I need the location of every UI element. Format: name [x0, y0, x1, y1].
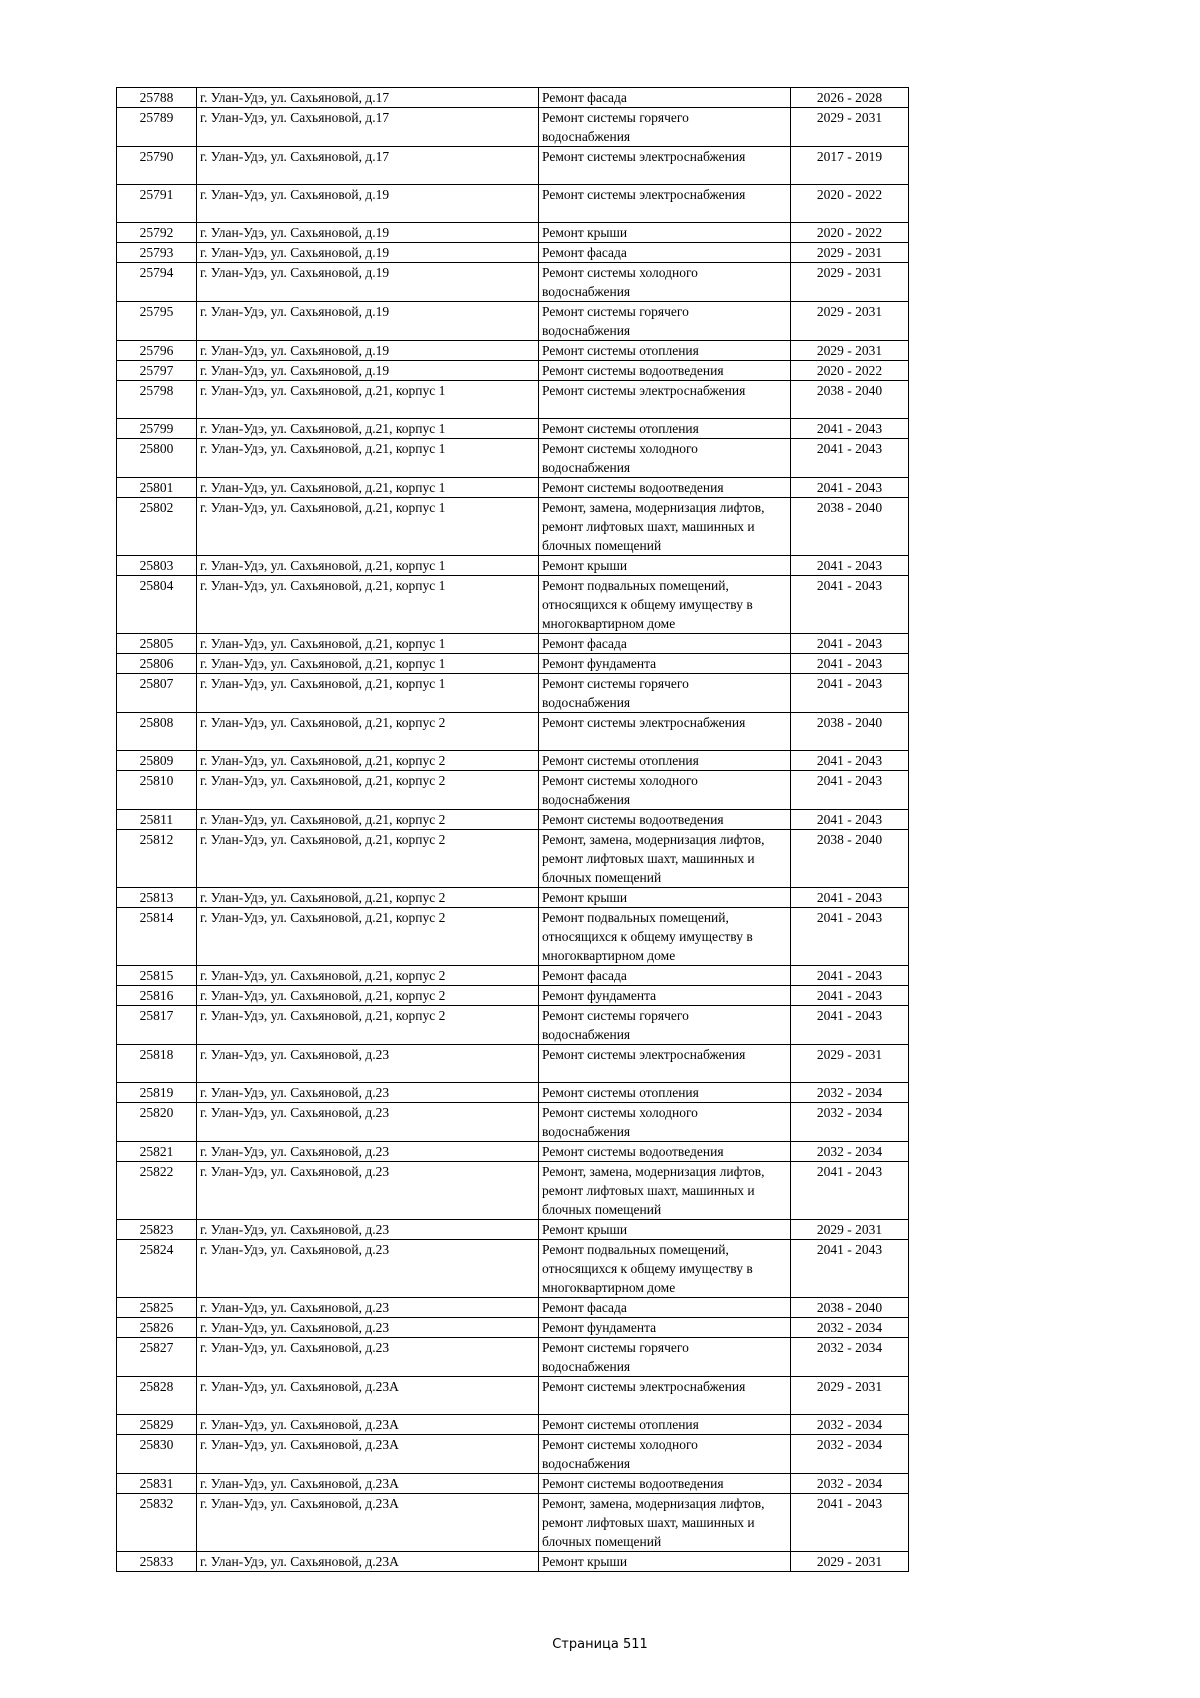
work-type-cell: Ремонт крыши	[539, 556, 791, 576]
work-type-cell: Ремонт крыши	[539, 1552, 791, 1572]
address-cell: г. Улан-Удэ, ул. Сахьяновой, д.21, корпус 1	[197, 556, 539, 576]
row-number-cell: 25823	[117, 1220, 197, 1240]
row-number-cell: 25829	[117, 1415, 197, 1435]
work-type-cell: Ремонт системы водоотведения	[539, 1474, 791, 1494]
table-row	[117, 1142, 909, 1162]
row-number-cell: 25810	[117, 771, 197, 810]
period-cell: 2032 - 2034	[791, 1083, 909, 1103]
work-type-cell: Ремонт фасада	[539, 966, 791, 986]
row-number-cell: 25802	[117, 498, 197, 556]
address-cell: г. Улан-Удэ, ул. Сахьяновой, д.23	[197, 1103, 539, 1142]
address-cell: г. Улан-Удэ, ул. Сахьяновой, д.21, корпус 2	[197, 888, 539, 908]
work-type-cell: Ремонт системы горячего водоснабжения	[539, 108, 791, 147]
period-cell: 2029 - 2031	[791, 1552, 909, 1572]
address-cell: г. Улан-Удэ, ул. Сахьяновой, д.21, корпус 1	[197, 419, 539, 439]
address-cell: г. Улан-Удэ, ул. Сахьяновой, д.21, корпус 1	[197, 381, 539, 419]
work-type-cell: Ремонт системы водоотведения	[539, 810, 791, 830]
work-type-cell: Ремонт фундамента	[539, 654, 791, 674]
row-number-cell: 25825	[117, 1298, 197, 1318]
period-cell: 2041 - 2043	[791, 1006, 909, 1045]
row-number-cell: 25812	[117, 830, 197, 888]
table-row	[117, 634, 909, 654]
work-type-cell: Ремонт системы электроснабжения	[539, 147, 791, 185]
table-row	[117, 654, 909, 674]
row-number-cell: 25791	[117, 185, 197, 223]
address-cell: г. Улан-Удэ, ул. Сахьяновой, д.23	[197, 1298, 539, 1318]
period-cell: 2038 - 2040	[791, 713, 909, 751]
row-number-cell: 25821	[117, 1142, 197, 1162]
work-type-cell: Ремонт подвальных помещений, относящихся к общему имуществу в многоквартирном доме	[539, 908, 791, 966]
table-body	[117, 88, 909, 1572]
row-number-cell: 25793	[117, 243, 197, 263]
address-cell: г. Улан-Удэ, ул. Сахьяновой, д.21, корпус 2	[197, 1006, 539, 1045]
row-number-cell: 25828	[117, 1377, 197, 1415]
table-row	[117, 341, 909, 361]
table-row	[117, 771, 909, 810]
period-cell: 2032 - 2034	[791, 1318, 909, 1338]
address-cell: г. Улан-Удэ, ул. Сахьяновой, д.21, корпус 1	[197, 478, 539, 498]
table-row	[117, 1552, 909, 1572]
table-row	[117, 1220, 909, 1240]
period-cell: 2038 - 2040	[791, 1298, 909, 1318]
period-cell: 2041 - 2043	[791, 556, 909, 576]
table-row	[117, 1045, 909, 1083]
address-cell: г. Улан-Удэ, ул. Сахьяновой, д.23	[197, 1162, 539, 1220]
address-cell: г. Улан-Удэ, ул. Сахьяновой, д.21, корпус 1	[197, 576, 539, 634]
address-cell: г. Улан-Удэ, ул. Сахьяновой, д.21, корпус 1	[197, 654, 539, 674]
table-row	[117, 556, 909, 576]
address-cell: г. Улан-Удэ, ул. Сахьяновой, д.21, корпус 2	[197, 771, 539, 810]
table-row	[117, 830, 909, 888]
table-row	[117, 1415, 909, 1435]
work-type-cell: Ремонт системы водоотведения	[539, 1142, 791, 1162]
address-cell: г. Улан-Удэ, ул. Сахьяновой, д.23	[197, 1338, 539, 1377]
period-cell: 2029 - 2031	[791, 243, 909, 263]
period-cell: 2032 - 2034	[791, 1415, 909, 1435]
table-row	[117, 908, 909, 966]
period-cell: 2041 - 2043	[791, 654, 909, 674]
address-cell: г. Улан-Удэ, ул. Сахьяновой, д.23	[197, 1045, 539, 1083]
table-row	[117, 810, 909, 830]
table-row	[117, 576, 909, 634]
table-row	[117, 147, 909, 185]
address-cell: г. Улан-Удэ, ул. Сахьяновой, д.23А	[197, 1552, 539, 1572]
work-type-cell: Ремонт фундамента	[539, 986, 791, 1006]
period-cell: 2041 - 2043	[791, 986, 909, 1006]
row-number-cell: 25801	[117, 478, 197, 498]
table-row	[117, 498, 909, 556]
table-row	[117, 439, 909, 478]
table-row	[117, 302, 909, 341]
address-cell: г. Улан-Удэ, ул. Сахьяновой, д.23А	[197, 1435, 539, 1474]
period-cell: 2041 - 2043	[791, 908, 909, 966]
row-number-cell: 25794	[117, 263, 197, 302]
row-number-cell: 25796	[117, 341, 197, 361]
work-type-cell: Ремонт системы водоотведения	[539, 478, 791, 498]
row-number-cell: 25803	[117, 556, 197, 576]
address-cell: г. Улан-Удэ, ул. Сахьяновой, д.21, корпус 2	[197, 751, 539, 771]
work-type-cell: Ремонт крыши	[539, 223, 791, 243]
table-row	[117, 1435, 909, 1474]
row-number-cell: 25789	[117, 108, 197, 147]
work-type-cell: Ремонт системы электроснабжения	[539, 185, 791, 223]
work-type-cell: Ремонт фасада	[539, 243, 791, 263]
repair-schedule-table	[116, 87, 909, 1572]
work-type-cell: Ремонт системы холодного водоснабжения	[539, 1103, 791, 1142]
row-number-cell: 25830	[117, 1435, 197, 1474]
work-type-cell: Ремонт системы электроснабжения	[539, 381, 791, 419]
address-cell: г. Улан-Удэ, ул. Сахьяновой, д.23	[197, 1220, 539, 1240]
row-number-cell: 25817	[117, 1006, 197, 1045]
work-type-cell: Ремонт, замена, модернизация лифтов, ремонт лифтовых шахт, машинных и блочных помещений	[539, 498, 791, 556]
table-row	[117, 1494, 909, 1552]
work-type-cell: Ремонт системы холодного водоснабжения	[539, 1435, 791, 1474]
row-number-cell: 25819	[117, 1083, 197, 1103]
work-type-cell: Ремонт системы горячего водоснабжения	[539, 302, 791, 341]
table-row	[117, 1103, 909, 1142]
row-number-cell: 25818	[117, 1045, 197, 1083]
address-cell: г. Улан-Удэ, ул. Сахьяновой, д.17	[197, 88, 539, 108]
period-cell: 2017 - 2019	[791, 147, 909, 185]
work-type-cell: Ремонт, замена, модернизация лифтов, ремонт лифтовых шахт, машинных и блочных помещений	[539, 1162, 791, 1220]
table-row	[117, 986, 909, 1006]
address-cell: г. Улан-Удэ, ул. Сахьяновой, д.17	[197, 147, 539, 185]
period-cell: 2026 - 2028	[791, 88, 909, 108]
address-cell: г. Улан-Удэ, ул. Сахьяновой, д.19	[197, 243, 539, 263]
period-cell: 2041 - 2043	[791, 888, 909, 908]
work-type-cell: Ремонт системы электроснабжения	[539, 713, 791, 751]
table-row	[117, 1338, 909, 1377]
work-type-cell: Ремонт системы горячего водоснабжения	[539, 1006, 791, 1045]
address-cell: г. Улан-Удэ, ул. Сахьяновой, д.23А	[197, 1494, 539, 1552]
period-cell: 2029 - 2031	[791, 302, 909, 341]
row-number-cell: 25820	[117, 1103, 197, 1142]
work-type-cell: Ремонт системы отопления	[539, 419, 791, 439]
period-cell: 2041 - 2043	[791, 576, 909, 634]
address-cell: г. Улан-Удэ, ул. Сахьяновой, д.23	[197, 1318, 539, 1338]
row-number-cell: 25800	[117, 439, 197, 478]
period-cell: 2032 - 2034	[791, 1338, 909, 1377]
address-cell: г. Улан-Удэ, ул. Сахьяновой, д.21, корпус 1	[197, 634, 539, 654]
row-number-cell: 25790	[117, 147, 197, 185]
work-type-cell: Ремонт системы водоотведения	[539, 361, 791, 381]
address-cell: г. Улан-Удэ, ул. Сахьяновой, д.21, корпус 2	[197, 830, 539, 888]
table-row	[117, 751, 909, 771]
work-type-cell: Ремонт подвальных помещений, относящихся к общему имуществу в многоквартирном доме	[539, 1240, 791, 1298]
work-type-cell: Ремонт системы отопления	[539, 1083, 791, 1103]
period-cell: 2020 - 2022	[791, 223, 909, 243]
work-type-cell: Ремонт фундамента	[539, 1318, 791, 1338]
table-row	[117, 478, 909, 498]
address-cell: г. Улан-Удэ, ул. Сахьяновой, д.21, корпус 1	[197, 498, 539, 556]
period-cell: 2038 - 2040	[791, 381, 909, 419]
row-number-cell: 25804	[117, 576, 197, 634]
period-cell: 2032 - 2034	[791, 1142, 909, 1162]
row-number-cell: 25831	[117, 1474, 197, 1494]
period-cell: 2020 - 2022	[791, 361, 909, 381]
work-type-cell: Ремонт фасада	[539, 634, 791, 654]
row-number-cell: 25813	[117, 888, 197, 908]
address-cell: г. Улан-Удэ, ул. Сахьяновой, д.19	[197, 341, 539, 361]
row-number-cell: 25788	[117, 88, 197, 108]
table-row	[117, 243, 909, 263]
address-cell: г. Улан-Удэ, ул. Сахьяновой, д.21, корпус 2	[197, 713, 539, 751]
table-row	[117, 1474, 909, 1494]
table-row	[117, 223, 909, 243]
row-number-cell: 25833	[117, 1552, 197, 1572]
table-row	[117, 713, 909, 751]
period-cell: 2029 - 2031	[791, 263, 909, 302]
row-number-cell: 25798	[117, 381, 197, 419]
row-number-cell: 25806	[117, 654, 197, 674]
row-number-cell: 25807	[117, 674, 197, 713]
work-type-cell: Ремонт системы горячего водоснабжения	[539, 1338, 791, 1377]
row-number-cell: 25832	[117, 1494, 197, 1552]
address-cell: г. Улан-Удэ, ул. Сахьяновой, д.17	[197, 108, 539, 147]
period-cell: 2020 - 2022	[791, 185, 909, 223]
period-cell: 2041 - 2043	[791, 1240, 909, 1298]
period-cell: 2041 - 2043	[791, 771, 909, 810]
table-row	[117, 1298, 909, 1318]
row-number-cell: 25808	[117, 713, 197, 751]
period-cell: 2041 - 2043	[791, 966, 909, 986]
row-number-cell: 25799	[117, 419, 197, 439]
row-number-cell: 25792	[117, 223, 197, 243]
table-row	[117, 674, 909, 713]
table-row	[117, 88, 909, 108]
row-number-cell: 25826	[117, 1318, 197, 1338]
period-cell: 2041 - 2043	[791, 419, 909, 439]
page-number: Страница 511	[552, 1637, 648, 1652]
period-cell: 2041 - 2043	[791, 439, 909, 478]
address-cell: г. Улан-Удэ, ул. Сахьяновой, д.19	[197, 263, 539, 302]
table-row	[117, 1162, 909, 1220]
period-cell: 2032 - 2034	[791, 1474, 909, 1494]
address-cell: г. Улан-Удэ, ул. Сахьяновой, д.21, корпус 2	[197, 908, 539, 966]
address-cell: г. Улан-Удэ, ул. Сахьяновой, д.23	[197, 1142, 539, 1162]
work-type-cell: Ремонт системы электроснабжения	[539, 1377, 791, 1415]
row-number-cell: 25814	[117, 908, 197, 966]
address-cell: г. Улан-Удэ, ул. Сахьяновой, д.23	[197, 1083, 539, 1103]
work-type-cell: Ремонт, замена, модернизация лифтов, ремонт лифтовых шахт, машинных и блочных помещений	[539, 1494, 791, 1552]
address-cell: г. Улан-Удэ, ул. Сахьяновой, д.21, корпус 1	[197, 439, 539, 478]
table-row	[117, 1006, 909, 1045]
table-row	[117, 1240, 909, 1298]
table-row	[117, 888, 909, 908]
work-type-cell: Ремонт системы отопления	[539, 751, 791, 771]
address-cell: г. Улан-Удэ, ул. Сахьяновой, д.21, корпус 2	[197, 810, 539, 830]
work-type-cell: Ремонт фасада	[539, 88, 791, 108]
address-cell: г. Улан-Удэ, ул. Сахьяновой, д.23	[197, 1240, 539, 1298]
work-type-cell: Ремонт, замена, модернизация лифтов, ремонт лифтовых шахт, машинных и блочных помещений	[539, 830, 791, 888]
address-cell: г. Улан-Удэ, ул. Сахьяновой, д.23А	[197, 1474, 539, 1494]
period-cell: 2041 - 2043	[791, 674, 909, 713]
table-row	[117, 419, 909, 439]
row-number-cell: 25795	[117, 302, 197, 341]
row-number-cell: 25811	[117, 810, 197, 830]
table-row	[117, 966, 909, 986]
row-number-cell: 25822	[117, 1162, 197, 1220]
period-cell: 2041 - 2043	[791, 634, 909, 654]
address-cell: г. Улан-Удэ, ул. Сахьяновой, д.21, корпус 2	[197, 966, 539, 986]
period-cell: 2029 - 2031	[791, 341, 909, 361]
period-cell: 2032 - 2034	[791, 1103, 909, 1142]
period-cell: 2041 - 2043	[791, 1494, 909, 1552]
row-number-cell: 25815	[117, 966, 197, 986]
work-type-cell: Ремонт системы отопления	[539, 1415, 791, 1435]
address-cell: г. Улан-Удэ, ул. Сахьяновой, д.23А	[197, 1415, 539, 1435]
period-cell: 2041 - 2043	[791, 810, 909, 830]
work-type-cell: Ремонт крыши	[539, 888, 791, 908]
period-cell: 2029 - 2031	[791, 1220, 909, 1240]
row-number-cell: 25816	[117, 986, 197, 1006]
address-cell: г. Улан-Удэ, ул. Сахьяновой, д.19	[197, 361, 539, 381]
period-cell: 2029 - 2031	[791, 1377, 909, 1415]
period-cell: 2029 - 2031	[791, 1045, 909, 1083]
period-cell: 2041 - 2043	[791, 1162, 909, 1220]
work-type-cell: Ремонт системы горячего водоснабжения	[539, 674, 791, 713]
work-type-cell: Ремонт подвальных помещений, относящихся к общему имуществу в многоквартирном доме	[539, 576, 791, 634]
period-cell: 2032 - 2034	[791, 1435, 909, 1474]
work-type-cell: Ремонт системы электроснабжения	[539, 1045, 791, 1083]
address-cell: г. Улан-Удэ, ул. Сахьяновой, д.19	[197, 223, 539, 243]
table-row	[117, 1377, 909, 1415]
work-type-cell: Ремонт фасада	[539, 1298, 791, 1318]
period-cell: 2041 - 2043	[791, 478, 909, 498]
work-type-cell: Ремонт системы отопления	[539, 341, 791, 361]
table-row	[117, 361, 909, 381]
work-type-cell: Ремонт крыши	[539, 1220, 791, 1240]
address-cell: г. Улан-Удэ, ул. Сахьяновой, д.19	[197, 185, 539, 223]
period-cell: 2038 - 2040	[791, 498, 909, 556]
period-cell: 2041 - 2043	[791, 751, 909, 771]
address-cell: г. Улан-Удэ, ул. Сахьяновой, д.19	[197, 302, 539, 341]
table-row	[117, 381, 909, 419]
row-number-cell: 25809	[117, 751, 197, 771]
row-number-cell: 25824	[117, 1240, 197, 1298]
work-type-cell: Ремонт системы холодного водоснабжения	[539, 439, 791, 478]
address-cell: г. Улан-Удэ, ул. Сахьяновой, д.21, корпус 2	[197, 986, 539, 1006]
address-cell: г. Улан-Удэ, ул. Сахьяновой, д.23А	[197, 1377, 539, 1415]
work-type-cell: Ремонт системы холодного водоснабжения	[539, 771, 791, 810]
table-row	[117, 108, 909, 147]
row-number-cell: 25827	[117, 1338, 197, 1377]
work-type-cell: Ремонт системы холодного водоснабжения	[539, 263, 791, 302]
row-number-cell: 25805	[117, 634, 197, 654]
table-row	[117, 1083, 909, 1103]
table-row	[117, 1318, 909, 1338]
period-cell: 2038 - 2040	[791, 830, 909, 888]
period-cell: 2029 - 2031	[791, 108, 909, 147]
address-cell: г. Улан-Удэ, ул. Сахьяновой, д.21, корпус 1	[197, 674, 539, 713]
table-row	[117, 263, 909, 302]
table-row	[117, 185, 909, 223]
row-number-cell: 25797	[117, 361, 197, 381]
